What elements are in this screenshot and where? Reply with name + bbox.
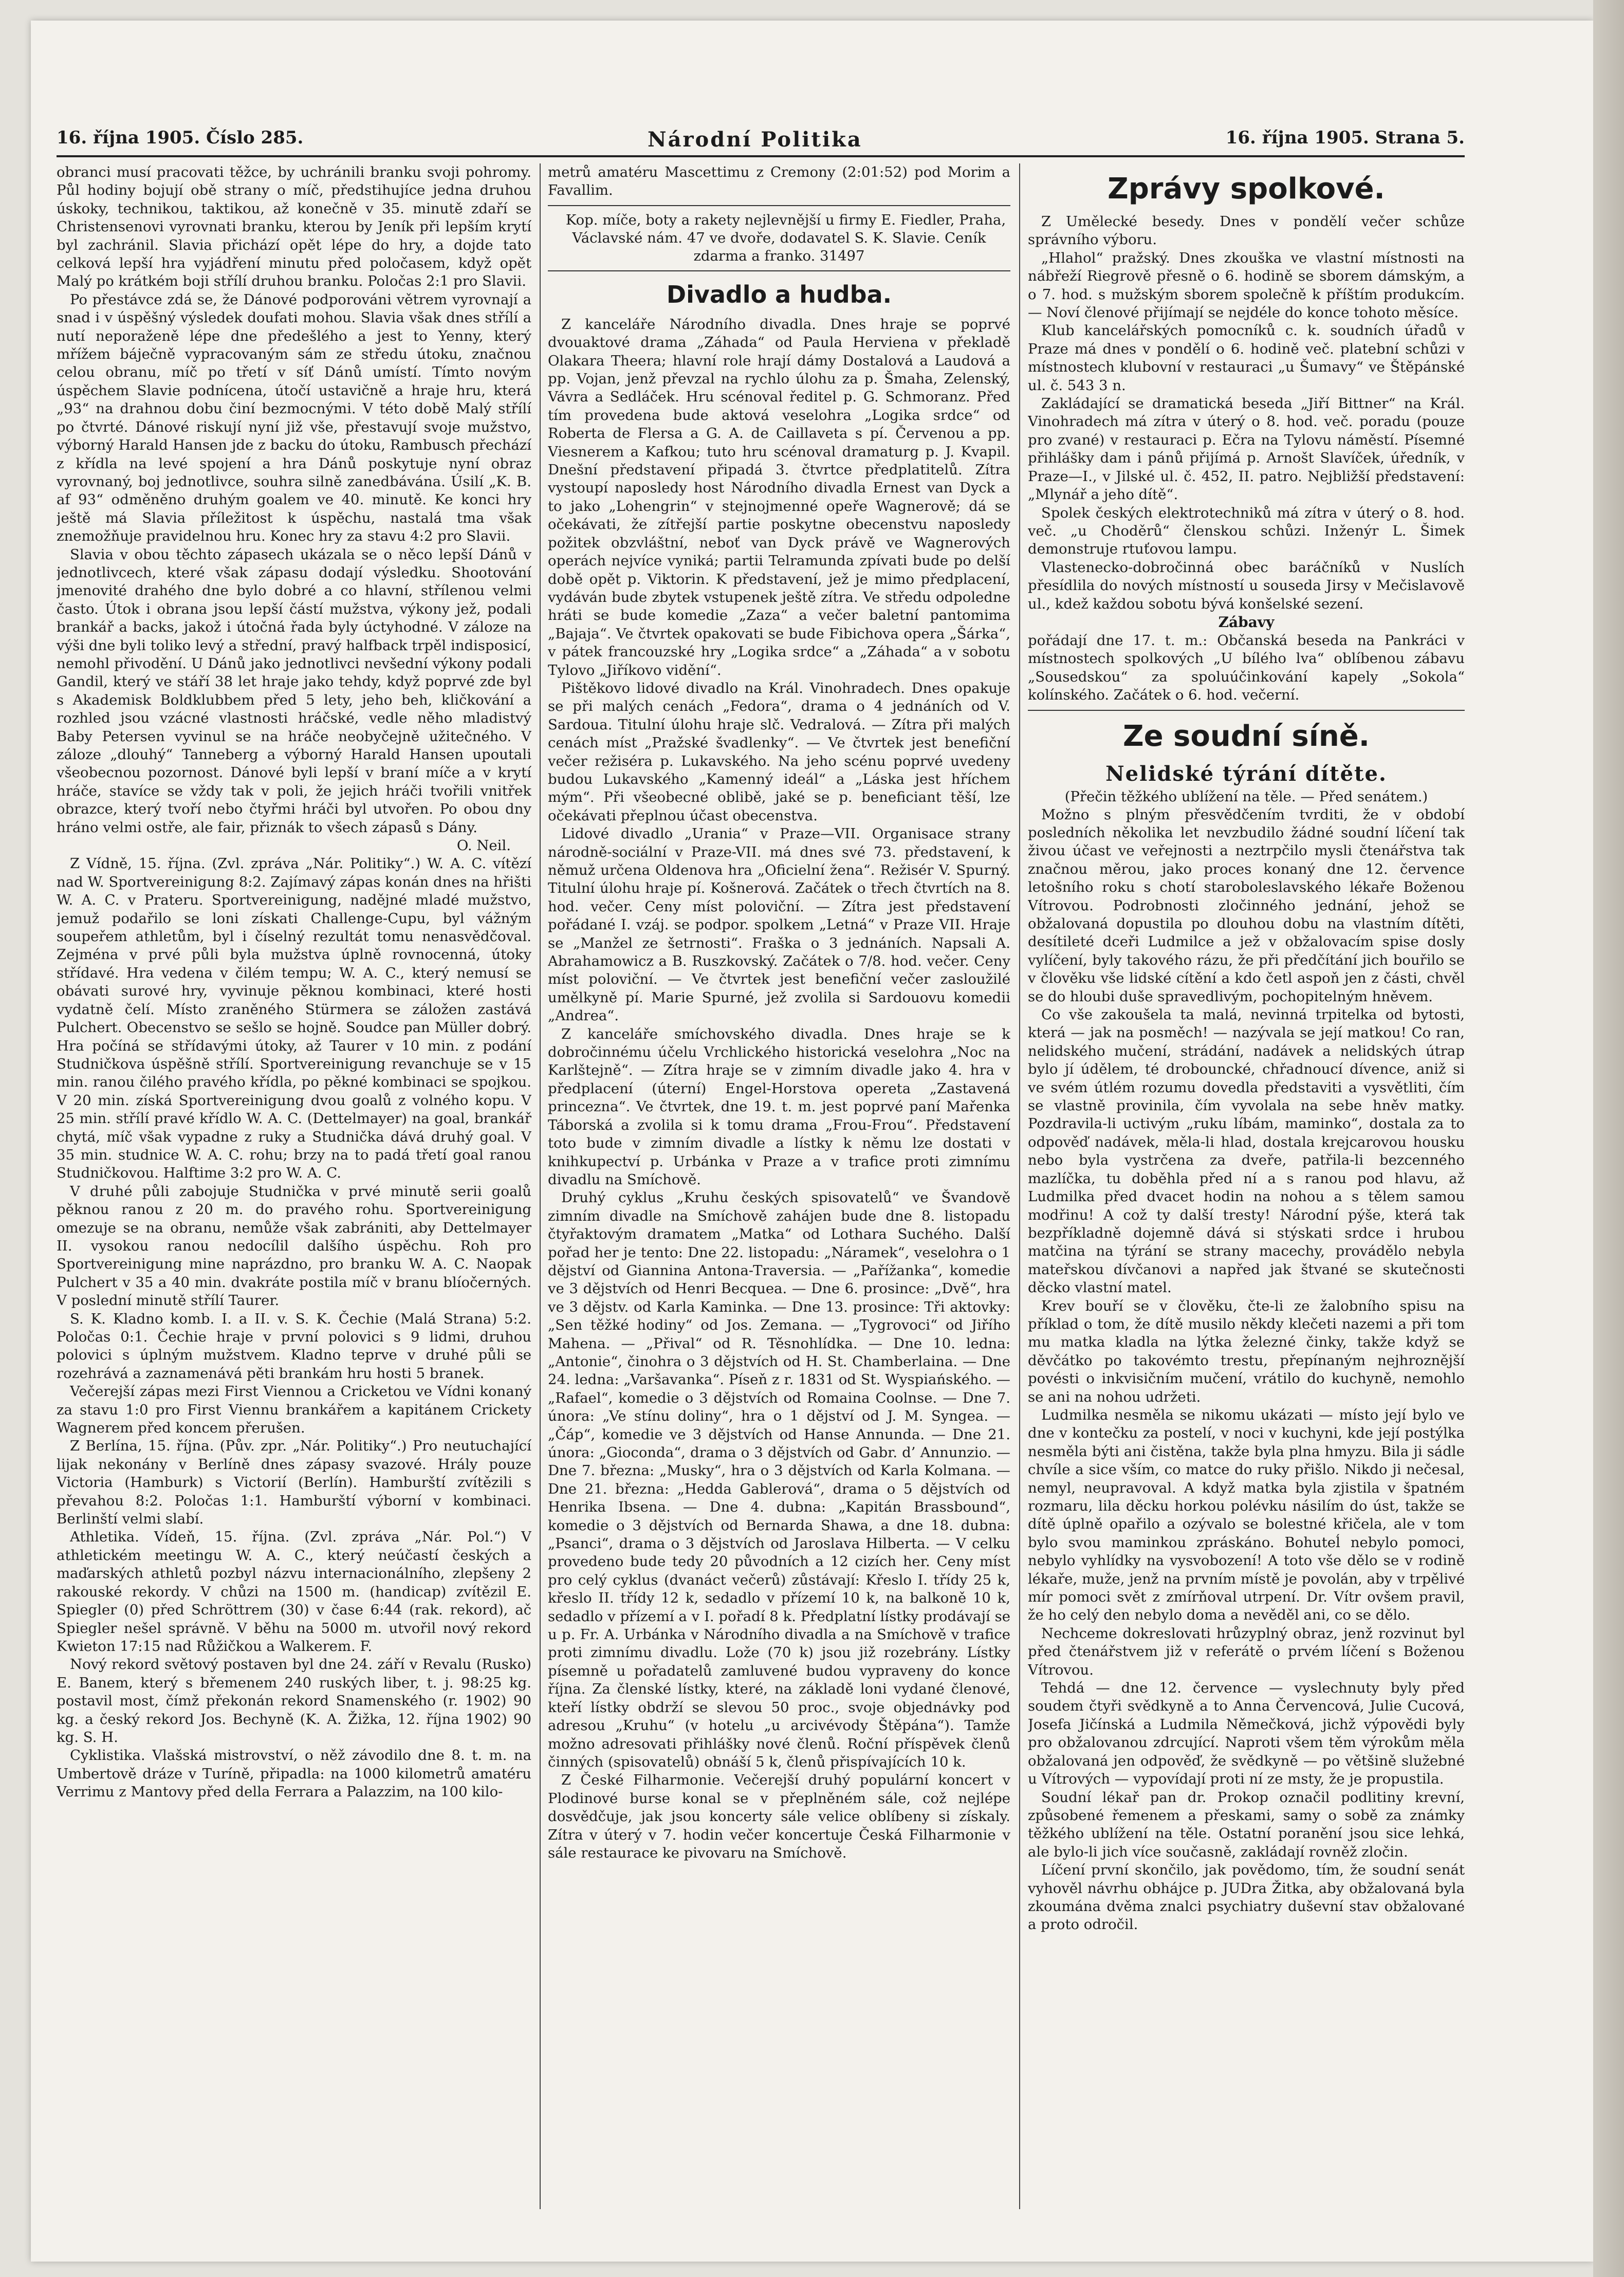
article-paragraph: Tehdá — dne 12. července — vyslechnuty byly před soudem čtyři svědkyně a to Anna Červencová, Julie Cucová, Josefa Jičínská a Ludmila Němečková, jichž výpovědi byly pro obžalovanou zdrcující. Naproti všem těm výrokům měla obžalovaná jen odpověď, že svědkyně — po většině služebné u Vítrových — vypovídají proti ní ze msty, že je propustila. <box>1028 1680 1465 1788</box>
article-paragraph: Lidové divadlo „Urania“ v Praze—VII. Organisace strany národně-sociální v Praze-VII. má dnes své 73. představení, k němuž určena Oldenova hra „Oficielní žena“. Režisér V. Spurný. Titulní úlohu hraje pí. Košnerová. Začátek o třech čtvrtích na 8. hod. večer. Ceny míst poloviční. — Zítra jest představení pořádané I. vzáj. se podpor. spolkem „Letná“ v Praze VII. Hraje se „Manžel ze šetrnosti“. Fraška o 3 jednáních. Napsali A. Abrahamowicz a B. Ruszkovský. Začátek o 7/8. hod. večer. Ceny míst poloviční. — Ve čtvrtek jest benefiční večer zasloužilé umělkyně pí. Marie Spurné, jež zvolila si Sardouovu komedii „Andrea“. <box>548 825 1010 1024</box>
article-paragraph: Co vše zakoušela ta malá, nevinná trpitelka od bytosti, která — jak na posměch! — nazývala se její matkou! Co ran, nelidského mučení, strádání, nadávek a nelidských útrap bylo jí údělem, té drobouncké, chřadnoucí dívence, aniž si ve svém útlém rozumu dovedla představiti a vysvětliti, čím se vlastně provinila, čím vyvolala na sebe hněv matky. Pozdravila-li uctivým „ruku líbám, maminko“, dostala za to odpověď nadávek, měla-li hlad, dostala krejcarovou housku nebo byla vystrčena za dveře, patřila-li bezcenného mazlíčka, tu doběhla před ní a s ranou pod hlavu, až Ludmilka před dvacet hodin na nohou a s tělem samou modřinu! A což ty další tresty! Národní pýše, která tak bezpříkladně dojemně dává si stýskati srdce i hrubou matčina na týrání se strany macechy, provádělo nebyla mateřskou dívčanovi a napřed jak štvané se skutečnosti děcko vlastní matel. <box>1028 1006 1465 1296</box>
header-date-page: 16. října 1905. Strana 5. <box>1225 127 1465 148</box>
article-paragraph: S. K. Kladno komb. I. a II. v. S. K. Čechie (Malá Strana) 5:2. Poločas 0:1. Čechie hraje v první polovici s 9 lidmi, druhou polovici s úplným mužstvem. Kladno teprve v druhé půli se rozehrává a zaznamenává pěti brankám hru hosti 5 branek. <box>57 1310 531 1382</box>
article-paragraph: Nechceme dokreslovati hrůzyplný obraz, jenž rozvinut byl před čtenářstvem již v referátě o prvém líčení s Boženou Vítrovou. <box>1028 1625 1465 1678</box>
header-date-issue: 16. října 1905. Číslo 285. <box>57 127 304 148</box>
article-paragraph: Klub kancelářských pomocníků c. k. soudních úřadů v Praze má dnes v pondělí o 6. hodině več. platební schůzi v místnostech klubovní v restauraci „u Šumavy“ ve Štěpánské ul. č. 543 3 n. <box>1028 322 1465 394</box>
article-paragraph: Slavia v obou těchto zápasech ukázala se o něco lepší Dánů v jednotlivcech, které však zápasu dodají výsledku. Shootování jmenovité drahého dne bylo dobré a co hlavní, střílenou velmi často. Útok i obrana jsou lepší částí mužstva, výkony jež, podali brankář a backs, jakož i útočná řada byly úctyhodné. V záloze na výši dne byli toliko levý a střední, pravý halfback trpěl indisposicí, nemohl přivodění. U Dánů jako jednotlivci nevšední výkony podali Gandil, který ve stáří 38 let hraje jako tehdy, když poprvé zde byl s Akademisk Boldklubbem před 5 lety, jeho beh, kličkování a rozhled jsou vzácné vlastnosti hráčské, vedle něho mladistvý Baby Petersen vyvinul se na hráče neobyčejně užitečného. V záloze „dlouhý“ Tanneberg a výborný Harald Hansen upoutali všeobecnou pozornost. Dánové byli lepší v braní míče a v krytí hráče, stavíce se vždy tak v poli, že jejich hráči tvořili vnitřek obrazce, který tvoří nebo čtyřmi hráči byl utvořen. Po obou dny hráno velmi ostře, ale fair, přiznák to všech zápasů s Dány. <box>57 546 531 836</box>
article-paragraph: Krev bouří se v člověku, čte-li ze žalobního spisu na příklad o tom, že dítě musilo někdy klečeti nazemi a při tom mu matka kladla na lýtka železné činky, takže když se děvčátko po takovémto trestu, přepínaným nejhroznější povésti o inkvisičním mučení, vrátilo do kuchyně, nemohlo se ani na nohou udržeti. <box>1028 1297 1465 1405</box>
column-clubs-court <box>1028 163 1465 2209</box>
page-header <box>57 127 1465 153</box>
column-rule-1 <box>540 163 541 2209</box>
subheading-entertainment: Zábavy <box>1218 613 1275 631</box>
article-paragraph: Z Umělecké besedy. Dnes v pondělí večer schůze správního výboru. <box>1028 213 1465 248</box>
masthead-title: Národní Politika <box>648 127 862 152</box>
article-paragraph: pořádají dne 17. t. m.: Občanská beseda na Pankráci v místnostech spolkových „U bílého lva“ oblíbenou zábavu „Sousedskou“ za spoluúčinkování kapely „Sokola“ kolínského. Začátek o 6. hod. večerní. <box>1028 632 1465 704</box>
article-paragraph: Vlastenecko-dobročinná obec baráčníků v Nuslích přesídlila do nových místností u souseda Jirsy v Mečislavově ul., kdež každou sobotu bývá konšelské sezení. <box>1028 559 1465 612</box>
author-signature: O. Neil. <box>456 837 511 854</box>
article-paragraph: Možno s plným přesvědčením tvrditi, že v období posledních několika let nevzbudilo žádné soudní líčení tak živou účast ve veřejnosti a neztrpčilo mysli čtenářstva tak značnou měrou, jako proces konaný dne 12. července letošního roku s chotí staroboleslavského lékaře Boženou Vítrovou. Podrobnosti zločinného jednání, jehož se obžalovaná dopustila po dlouhou dobu na vlastním dítěti, desítileté dceři Ludmilce a jež v obžalovacím spise dosly vylíčení, byly takového rázu, že při předčítání jich bouřilo se v člověku vše lidské cítění a kdo četl aspoň jen z části, chvěl se do hloubi duše spravedlivým, pochopitelným hněvem. <box>1028 806 1465 1005</box>
section-title-theatre: Divadlo a hudba. <box>666 280 892 308</box>
article-paragraph: Z kanceláře smíchovského divadla. Dnes hraje se k dobročinnému účelu Vrchlického historická veselohra „Noc na Karlštejně“. — Zítra hraje se v zimním divadle jako 4. hra v předplacení (úterní) Engel-Horstova opereta „Zastavená princezna“. Ve čtvrtek, dne 19. t. m. jest poprvé paní Mařenka Táborská a zvolila si k tomu drama „Frou-Frou“. Představení toto bude v zimním divadle a lístky k němu lze dostati v knihkupectví p. Urbánka v Praze a v trafice proti zimnímu divadlu na Smíchově. <box>548 1025 1010 1188</box>
article-paragraph: Z Vídně, 15. října. (Zvl. zpráva „Nár. Politiky“.) W. A. C. vítězí nad W. Sportvereinigung 8:2. Zajímavý zápas konán dnes na hřišti W. A. C. v Prateru. Sportvereinigung, nadějné mladé mužstvo, jemuž podařilo se loni získati Challenge-Cupu, byl vážným soupeřem athletům, byl i číselný rezultát tomu nenasvědčoval. Zejména v prvé půli byla mužstva úplně rovnocenná, útoky střídavé. Hra vedena v čilém tempu; W. A. C., který nemusí se obávati surové hry, vyvinuje pěknou kombinaci, které hosti vydatně čelí. Místo zraněného Stürmera se záložen zastává Pulchert. Obecenstvo se sešlo se hojně. Soudce pan Müller dobrý. Hra počíná se střídavými útoky, až Taurer v 10 min. z podání Studničkova úspěšně střílí. Sportvereinigung revanchuje se v 15 min. ranou čilého pravého křídla, po pěkné kombinaci se spojkou. V 20 min. získá Sportvereinigung dvou goalů z volného kopu. V 25 min. střílí pravé křídlo W. A. C. (Dettelmayer) na goal, brankář chytá, míč však vypadne z ruky a Studnička dává druhý goal. V 35 min. studnice W. A. C. rohu; brzy na to padá třetí goal ranou Studničkovou. Halftime 3:2 pro W. A. C. <box>57 855 531 1182</box>
article-paragraph: V druhé půli zabojuje Studnička v prvé minutě serii goalů pěknou ranou z 20 m. do pravého rohu. Sportvereinigung omezuje se na obranu, nemůže však zabrániti, aby Dettelmayer II. vysokou ranou nedocílil dalšího úspěchu. Roh pro Sportvereinigung mine naprázdno, pro branku W. A. C. Naopak Pulchert v 35 a 40 min. dvakráte postila míč v branu blíočerných. V poslední minutě střílí Taurer. <box>57 1183 531 1309</box>
article-paragraph: Athletika. Vídeň, 15. října. (Zvl. zpráva „Nár. Pol.“) V athletickém meetingu W. A. C., který neúčastí českých a maďarských athletů pozbyl názvu internacionálního, zlepšeny 2 rakouské rekordy. V chůzi na 1500 m. (handicap) zvítězil E. Spiegler (0) před Schröttrem (30) v čase 6:44 (rak. rekord), ač Spiegler nešel správně. V běhu na 5000 m. utvořil nový rekord Kwieton 17:15 nad Růžičkou a Walkerem. F. <box>57 1529 531 1655</box>
article-paragraph: Spolek českých elektrotechniků má zítra v úterý o 8. hod. več. „u Choděrů“ členskou schůzi. Inženýr L. Šimek demonstruje rtuťovou lampu. <box>1028 504 1465 558</box>
article-paragraph: Po přestávce zdá se, že Dánové podporováni větrem vyrovnají a snad i v úspěšný výsledek doufati mohou. Slavia však dnes střílí a nutí neporaženě lépe dne předešlého a jest to Yenny, který mřížem báječně vypracovaným sám ze středu útoku, značnou celou obranu, míč po třetí v síť Dánů umístí. Tímto novým úspěchem Slavie podnícena, útočí ustavičně a hraje hru, která „93“ na drahnou dobu činí bezmocnými. V této době Malý střílí po čtvrté. Dánové riskují nyní již vše, přestavují svoje mužstvo, výborný Harald Hansen jde z backu do útoku, Rambusch přechází z křídla na levé spojení a hra Dánů poskytuje nyní obraz vyrovnaný, boj jednotlivce, souhra silně zanedbávána. Úsilí „K. B. af 93“ odměněno druhým goalem ve 40. minutě. Ke konci hry ještě má Slavia příležitost k úspěchu, nastalá tma však znemožňuje pravidelnou hru. Konec hry za stavu 4:2 pro Slavii. <box>57 291 531 545</box>
article-paragraph: Z kanceláře Národního divadla. Dnes hraje se poprvé dvouaktové drama „Záhada“ od Paula Herviena v překladě Olakara Theera; hlavní role hrají dámy Dostalová a Laudová a pp. Vojan, jenž převzal na rychlo úlohu za p. Šmaha, Zelenský, Vávra a Sedláček. Hru scénoval ředitel p. G. Schmoranz. Před tím provedena bude aktová veselohra „Logika srdce“ od Roberta de Flersa a G. A. de Caillaveta s pí. Červenou a pp. Viesnerem a Kafkou; tuto hru scénoval dramaturg p. J. Kvapil. Dnešní představení připadá 3. čtvrtce předplatitelů. Zítra vystoupí naposledy host Národního divadla Ernest van Dyck a to jako „Lohengrin“ v stejnojmenné opeře Wagnerově; dá se očekávati, že zítřejší partie poskytne obecenstvu naposledy požitek obzvláštní, neboť van Dyck právě ve Wagnerových operách nejvíce vyniká; partii Telramunda zpívati bude po delší době opět p. Viktorin. K představení, jež je mimo předplacení, vydáván bude zbytek vstupenek ještě zítra. Ve středu odpoledne hráti se bude komedie „Zaza“ a večer baletní pantomima „Bajaja“. Ve čtvrtek opakovati se bude Fibichova opera „Šárka“, v pátek francouzské hry „Logika srdce“ a „Záhada“ a v sobotu Tylovo „Jiříkovo vidění“. <box>548 316 1010 678</box>
header-rule <box>57 155 1465 157</box>
article-subheadline: (Přečin těžkého ublížení na těle. — Před senátem.) <box>1064 788 1428 805</box>
column-rule-2 <box>1019 163 1020 2209</box>
section-title-court: Ze soudní síně. <box>1122 719 1370 753</box>
article-paragraph: Druhý cyklus „Kruhu českých spisovatelů“ ve Švandově zimním divadle na Smíchově zahájen bude dne 8. listopadu čtyřaktovým dramatem „Matka“ od Lothara Suchého. Další pořad her je tento: Dne 22. listopadu: „Náramek“, veselohra o 1 dějství od Giannina Antona-Traversia. — „Pařížanka“, komedie ve 3 dějstvích od Henri Becquea. — Dne 6. prosince: „Dvě“, hra ve 3 dějstv. od Karla Kaminka. — Dne 13. prosince: Tři aktovky: „Sen těžké hodiny“ od Jos. Zemana. — „Tygrovoci“ od Jiřího Mahena. — „Přival“ od R. Těsnohlídka. — Dne 10. ledna: „Antonie“, činohra o 3 dějstvích od H. St. Chamberlaina. — Dne 24. ledna: „Varšavanka“. Píseň z r. 1831 od St. Wyspiańského. — „Rafael“, komedie o 3 dějstvích od Romaina Coolnse. — Dne 7. února: „Ve stínu doliny“, hra o 1 dějství od J. M. Syngea. — „Čáp“, komedie ve 3 dějstvích od Hanse Annunda. — Dne 21. února: „Gioconda“, drama o 3 dějstvích od Gabr. d’ Annunzio. — Dne 7. března: „Musky“, hra o 3 dějstvích od Karla Kolmana. — Dne 21. března: „Hedda Gablerová“, drama o 5 dějstvích od Henrika Ibsena. — Dne 4. dubna: „Kapitán Brassbound“, komedie o 3 dějstvích od Bernarda Shawa, a dne 18. dubna: „Psanci“, drama o 3 dějstvích od Jaroslava Hilberta. — V celku provedeno bude tedy 20 původních a 12 cizích her. Ceny míst pro celý cyklus (dvanáct večerů) zůstávají: Křeslo I. třídy 25 k, křeslo II. třídy 12 k, sedadlo v přízemí 10 k, na balkoně 10 k, sedadlo v přízemí a v I. pořadí 8 k. Předplatní lístky prodávají se u p. Fr. A. Urbánka v Národního divadla a na Smíchově v trafice proti zimnímu divadlu. Lože (70 k) jsou již rozebrány. Lístky písemně u pořadatelů zamluvené budou vypraveny do konce října. Za členské lístky, které, na základě loni vydané členové, kteří lístky obdrží se slevou 50 proc., svoje objednávky pod adresou „Kruhu“ (v hotelu „u arcivévody Štěpána“). Tamže možno adresovati přihlášky nové členů. Roční příspěvek členů činných (spisovatelů) obnáší 5 k, členů přispívajících 10 k. <box>548 1189 1010 1770</box>
article-paragraph: Zakládající se dramatická beseda „Jiří Bittner“ na Král. Vinohradech má zítra v úterý o 8. hod. več. poradu (pouze pro zvané) v restauraci p. Ečra na Tylovu náměstí. Písemné přihlášky dam i pánů přijímá p. Arnošt Slavíček, úředník, v Praze—I., v Jilské ul. č. 452, II. patro. Nejbližší představení: „Mlynář a jeho dítě“. <box>1028 395 1465 503</box>
article-headline: Nelidské týrání dítěte. <box>1105 761 1387 786</box>
article-paragraph: metrů amatéru Mascettimu z Cremony (2:01:52) pod Morim a Favallim. <box>548 164 1010 199</box>
separator <box>548 270 1010 271</box>
article-paragraph: Pištěkovo lidové divadlo na Král. Vinohradech. Dnes opakuje se při malých cenách „Fedora“, drama o 4 jednáních od V. Sardoua. Titulní úlohu hraje slč. Vedralová. — Zítra při malých cenách míst „Pražské švadlenky“. — Ve čtvrtek jest benefiční večer režiséra p. Lukavského. Na jeho scénu poprvé uvedeny budou Lukavského „Kamenný ideál“ a „Láska jest hříchem mým“. Při všeobecné oblibě, jaké se p. beneficiant těší, lze očekávati přeplnou účast obecenstva. <box>548 680 1010 824</box>
article-paragraph: Nový rekord světový postaven byl dne 24. září v Revalu (Rusko) E. Banem, který s břemenem 240 ruských liber, t. j. 98:25 kg. postavil most, čímž překonán rekord Snamenského (r. 1902) 90 kg. a český rekord Jos. Bechyně (K. A. Žižka, 12. října 1902) 90 kg. S. H. <box>57 1656 531 1746</box>
advertisement: Kop. míče, boty a rakety nejlevnější u firmy E. Fiedler, Praha, Václavské nám. 47 ve dvoře, dodavatel S. K. Slavie. Ceník zdarma a franko. 31497 <box>565 211 1006 264</box>
article-paragraph: Z Berlína, 15. října. (Pův. zpr. „Nár. Politiky“.) Pro neutuchající lijak nekonány v Berlíně dnes zápasy svazové. Hrály pouze Victoria (Hamburk) s Victorií (Berlín). Hamburští zvítězili s převahou 8:2. Poločas 1:1. Hamburští výborní v kombinaci. Berlinští velmi slabí. <box>57 1438 531 1528</box>
separator <box>548 205 1010 206</box>
article-paragraph: Ludmilka nesměla se nikomu ukázati — místo její bylo ve dne v kontečku za postelí, v noci v kuchyni, kde její postýlka nesměla býti ani čistěna, takže byla plna hmyzu. Bila ji sádle chvíle a sice vším, co matce do ruky přišlo. Nikdo ji nečesal, nemyl, neupravoval. A když matka byla zjistila v špatném rozmaru, lila děcku horkou polévku násilím do úst, takže se dítě úplně opařilo a ozývalo se bolestné křičela, ale v tom bylo svou maminkou zpráskáno. Bohuteĺ nebylo pomoci, nebylo vyhlídky na vysvobození! A toto vše dělo se v rodině lékaře, muže, jenž na prvním místě je povolán, aby v trpělivé mír pomoci svět z zmírňoval utrpení. Dr. Vítr ovšem pravil, že ho celý den nebylo doma a nevěděl ani, co se dělo. <box>1028 1406 1465 1624</box>
article-paragraph: Cyklistika. Vlašská mistrovství, o něž závodilo dne 8. t. m. na Umbertově dráze v Turíně, připadla: na 1000 kilometrů amatéru Verrimu z Mantovy před della Ferrara a Palazzim, na 100 kilo- <box>57 1747 531 1801</box>
column-sports <box>57 163 531 2209</box>
article-paragraph: Večerejší zápas mezi First Viennou a Cricketou ve Vídni konaný za stavu 1:0 pro First Viennu brankářem a kapitánem Crickety Wagnerem před koncem přerušen. <box>57 1383 531 1437</box>
article-paragraph: Soudní lékař pan dr. Prokop označil podlitiny krevní, způsobené řemenem a přeskami, samy o sobě za známky těžkého ublížení na těle. Ostatní poranění jsou sice lehká, ale bylo-li jich více současně, zakládají rovněž zločin. <box>1028 1789 1465 1860</box>
scan-edge <box>1593 0 1624 2277</box>
article-paragraph: obranci musí pracovati těžce, by uchránili branku svoji pohromy. Půl hodiny bojují obě strany o míč, předstihujíce jedna druhou úskoky, technikou, taktikou, až konečně v 35. minutě zdaří se Christensenovi vyrovnati branku, kterou by Jeník při lepším krytí byl zachránil. Slavia přichází opět lépe do hry, a dojde tato celková lepší hra vyjádření minutu před poločasem, když opět Malý po krátkém boji střílí druhou branku. Poločas 2:1 pro Slavii. <box>57 164 531 290</box>
separator <box>1028 710 1465 711</box>
article-paragraph: Z České Filharmonie. Večerejší druhý populární koncert v Plodinové burse konal se v přeplněném sále, což nejlépe dosvědčuje, jak jsou koncerty sále velice oblíbeny si získaly. Zítra v úterý v 7. hodin večer koncertuje Česká Filharmonie v sále restaurace ke pivovaru na Smíchově. <box>548 1772 1010 1861</box>
article-paragraph: Líčení první skončilo, jak povědomo, tím, že soudní senát vyhověl návrhu obhájce p. JUDra Žitka, aby obžalovaná byla zkoumána dvěma znalci psychiatry duševní stav obžalované a proto odročil. <box>1028 1862 1465 1933</box>
section-title-clubs: Zprávy spolkové. <box>1108 172 1385 206</box>
column-theatre <box>548 163 1010 2209</box>
article-paragraph: „Hlahol“ pražský. Dnes zkouška ve vlastní místnosti na nábřeží Riegrově přesně o 6. hodině se sborem dámským, a o 7. hod. s mužským sborem společně k příštím produkcím. — Noví členové přijímají se nejdéle do konce tohoto měsíce. <box>1028 249 1465 321</box>
